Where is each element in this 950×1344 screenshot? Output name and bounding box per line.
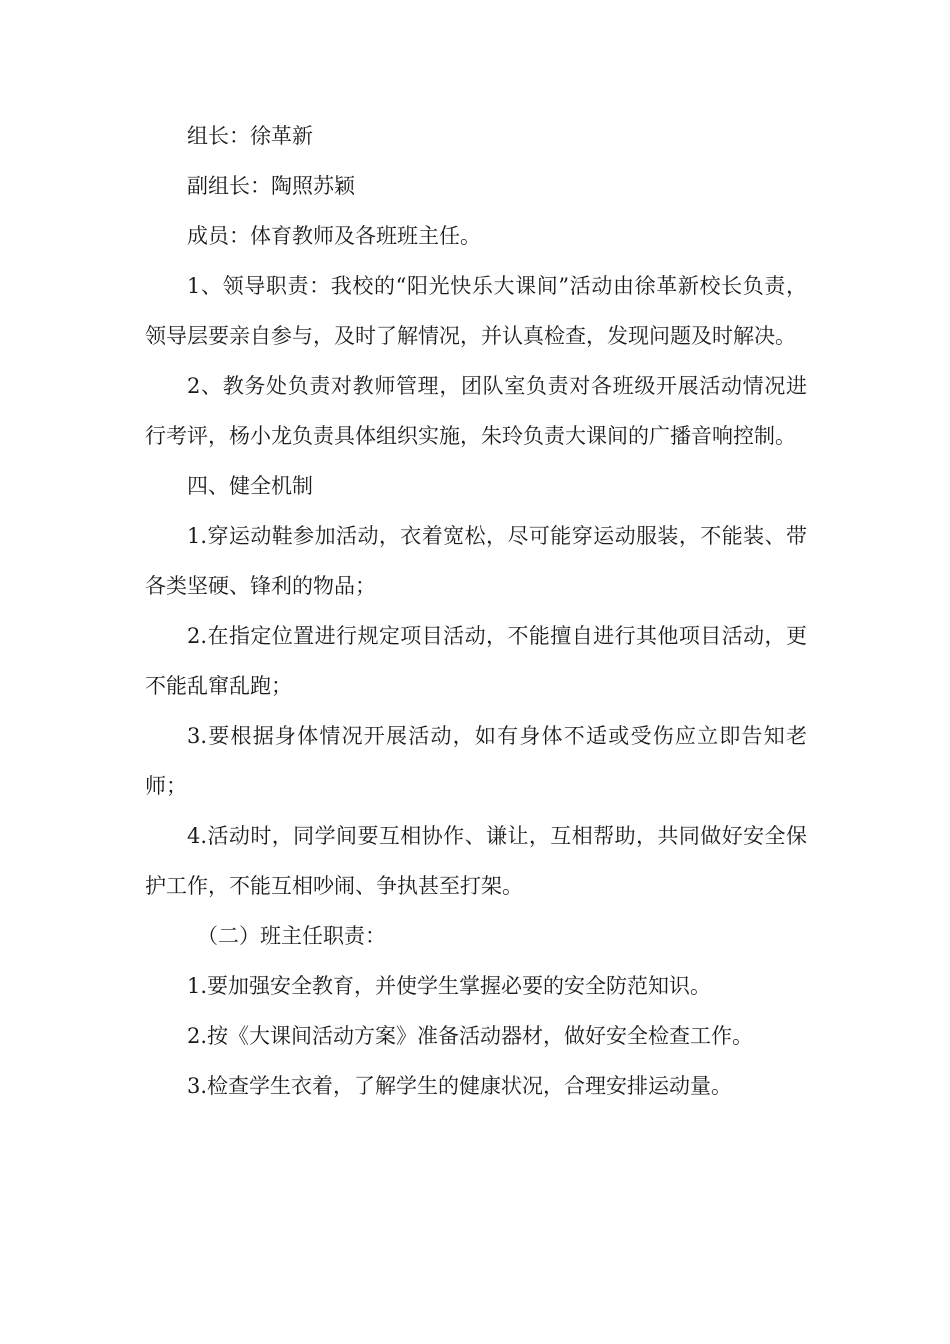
academic-affairs-paragraph: 2、教务处负责对教师管理，团队室负责对各班级开展活动情况进行考评，杨小龙负责具体组织实施，朱玲负责大课间的广播音响控制。 (145, 374, 807, 448)
section-heading-mechanism: 四、健全机制 (187, 474, 313, 498)
section-heading-head-teacher: （二）班主任职责： (197, 924, 386, 948)
deputy-leader-line: 副组长：陶照苏颖 (187, 174, 355, 198)
members-line: 成员：体育教师及各班班主任。 (187, 224, 481, 248)
rule-item-3: 3.要根据身体情况开展活动，如有身体不适或受伤应立即告知老师； (145, 724, 807, 798)
head-teacher-duty-3: 3.检查学生衣着，了解学生的健康状况，合理安排运动量。 (187, 1074, 733, 1098)
rule-item-2: 2.在指定位置进行规定项目活动，不能擅自进行其他项目活动，更不能乱窜乱跑； (145, 624, 807, 698)
document-body (145, 111, 807, 1111)
rule-item-4: 4.活动时，同学间要互相协作、谦让，互相帮助，共同做好安全保护工作，不能互相吵闹、争执甚至打架。 (145, 824, 807, 898)
head-teacher-duty-1: 1.要加强安全教育，并使学生掌握必要的安全防范知识。 (187, 974, 712, 998)
rule-item-1: 1.穿运动鞋参加活动，衣着宽松，尽可能穿运动服装，不能装、带各类坚硬、锋利的物品； (145, 524, 807, 598)
leadership-duty-paragraph: 1、领导职责：我校的“阳光快乐大课间”活动由徐革新校长负责，领导层要亲自参与，及时了解情况，并认真检查，发现问题及时解决。 (145, 274, 807, 348)
head-teacher-duty-2: 2.按《大课间活动方案》准备活动器材，做好安全检查工作。 (187, 1024, 754, 1048)
group-leader-line: 组长：徐革新 (187, 124, 313, 148)
